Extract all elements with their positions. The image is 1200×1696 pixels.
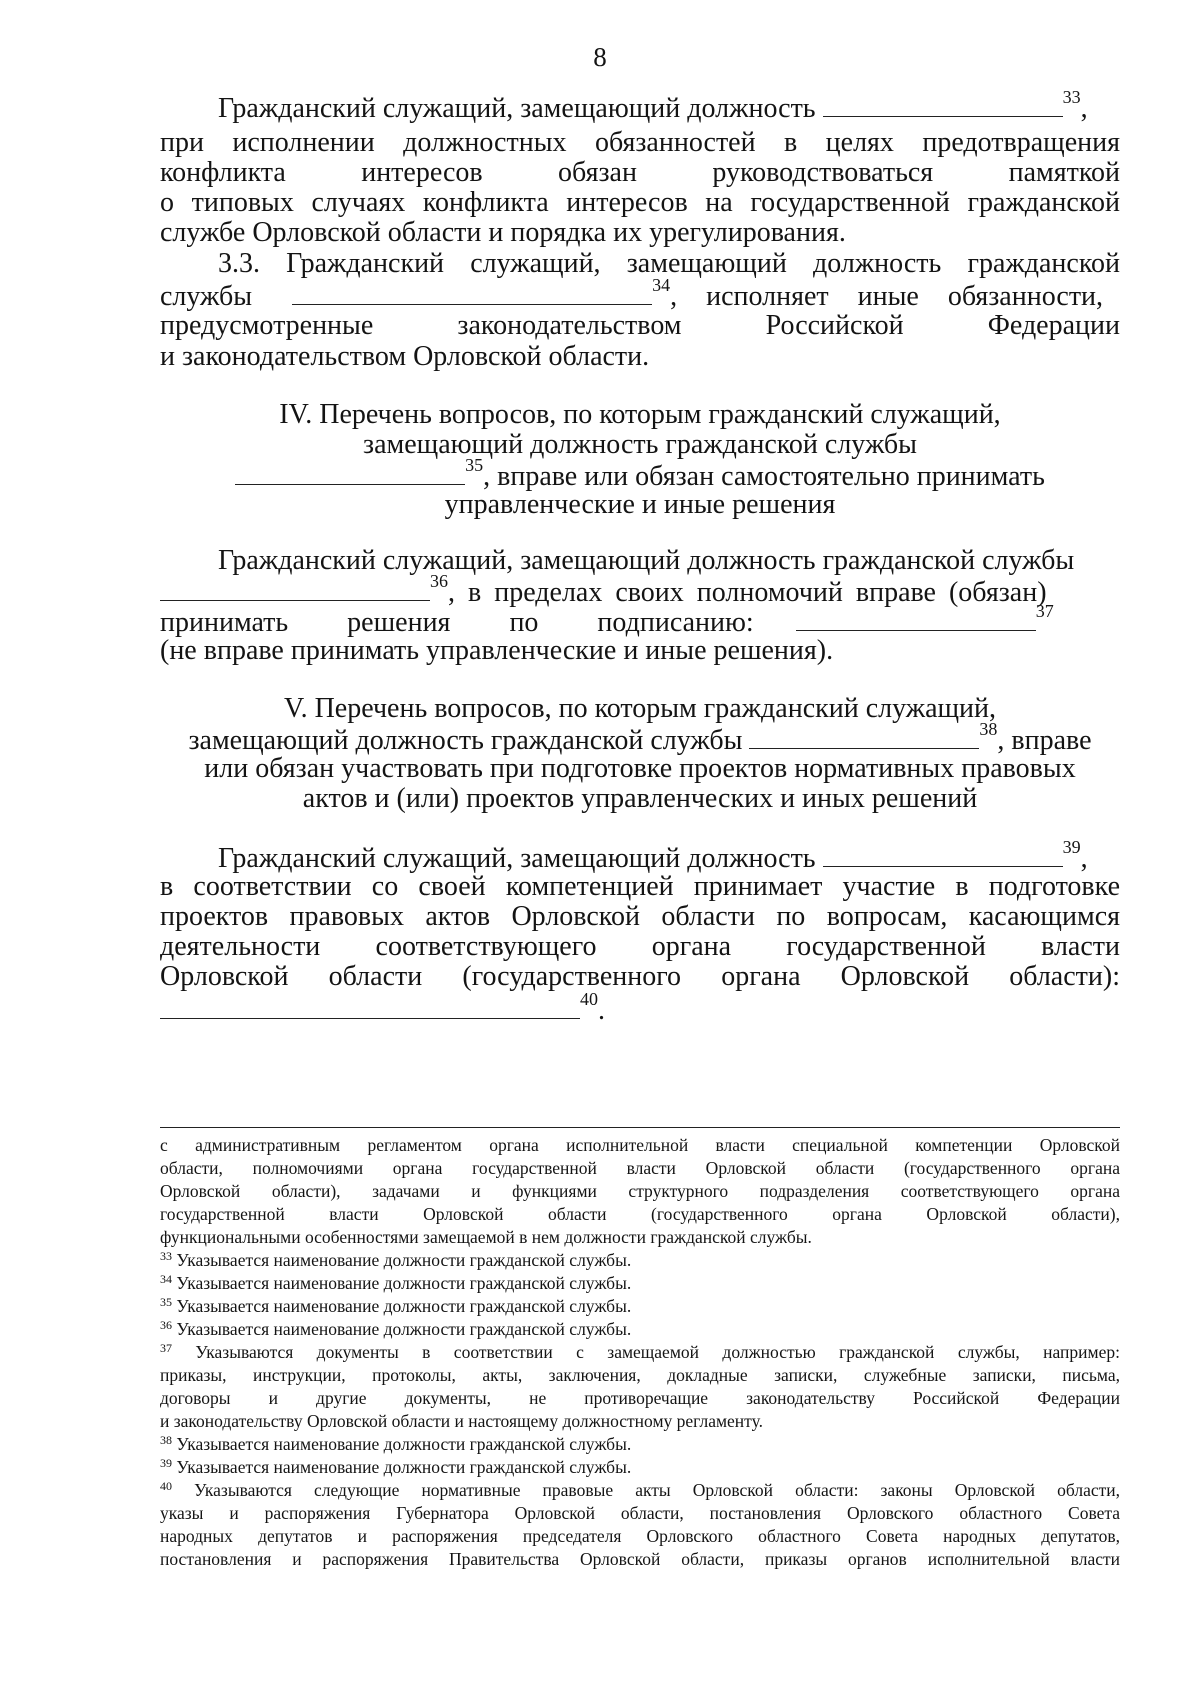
paragraph-line: принимать решения по подписанию: $^{37}$ [160, 601, 1054, 638]
paragraph-line: в соответствии со своей компетенцией принимает участие в подготовке [160, 871, 1120, 902]
paragraph-line: предусмотренные законодательством Российской Федерации [160, 310, 1120, 341]
section-heading: замещающий должность гражданской службы $^{38}$, вправе [188, 719, 1092, 756]
fill-blank [160, 992, 580, 1019]
fill-blank [235, 458, 465, 485]
paragraph-line: Орловской области (государственного органа Орловской области): [160, 961, 1120, 992]
section-heading: управленческие и иные решения [444, 489, 836, 520]
paragraph-line: $^{36}$, в пределах своих полномочий вправе (обязан) [160, 574, 1120, 610]
paragraph-line: Гражданский служащий, замещающий должность $^{39}$, [218, 837, 1088, 874]
paragraph-line: и законодательством Орловской области. [160, 341, 650, 372]
footnote-line: государственной власти Орловской области (государственного органа Орловской области), [160, 1204, 1120, 1224]
footnote-39: $^{39}$ Указывается наименование должности гражданской службы. [160, 1456, 632, 1477]
footnote-33: $^{33}$ Указывается наименование должности гражданской службы. [160, 1249, 632, 1270]
footnote-separator [160, 1127, 1120, 1128]
paragraph-line: Гражданский служащий, замещающий должность $^{33}$, [218, 87, 1088, 124]
paragraph-line: службы $^{34}$, исполняет иные обязанности, [160, 275, 1104, 312]
section-heading: актов и (или) проектов управленческих и иных решений [302, 783, 978, 814]
paragraph-line: при исполнении должностных обязанностей в целях предотвращения [160, 127, 1120, 158]
footnote-line: договоры и другие документы, не противоречащие законодательству Российской Федерации [160, 1388, 1120, 1408]
footnote-35: $^{35}$ Указывается наименование должности гражданской службы. [160, 1295, 632, 1316]
section-heading: или обязан участвовать при подготовке проектов нормативных правовых [204, 753, 1076, 784]
footnote-line: области, полномочиями органа государственной власти Орловской области (государственного органа [160, 1158, 1120, 1178]
fill-blank [823, 840, 1063, 867]
footnote-line: Орловской области), задачами и функциями структурного подразделения соответствующего органа [160, 1181, 1120, 1201]
footnote-line: и законодательству Орловской области и настоящему должностному регламенту. [160, 1411, 763, 1431]
page-number: 8 [593, 42, 607, 72]
paragraph-line: проектов правовых актов Орловской области по вопросам, касающимся [160, 901, 1120, 932]
footnote-37: $^{37}$ Указываются документы в соответствии с замещаемой должностью гражданской службы, например: [160, 1341, 1120, 1362]
paragraph-line: Гражданский служащий, замещающий должность гражданской службы [218, 545, 1075, 576]
paragraph-line: о типовых случаях конфликта интересов на государственной гражданской [160, 187, 1120, 218]
footnote-40: $^{40}$ Указываются следующие нормативные правовые акты Орловской области: законы Орловской области, [160, 1479, 1120, 1500]
fill-blank [160, 574, 430, 601]
paragraph-line: 3.3. Гражданский служащий, замещающий должность гражданской [218, 248, 1120, 279]
footnote-line: приказы, инструкции, протоколы, акты, заключения, докладные записки, служебные записки, письма, [160, 1365, 1120, 1385]
section-heading: IV. Перечень вопросов, по которым гражданский служащий, [279, 399, 1001, 430]
footnote-line: указы и распоряжения Губернатора Орловской области, постановления Орловского областного Совета [160, 1503, 1120, 1523]
fill-blank [749, 722, 979, 749]
section-heading: замещающий должность гражданской службы [363, 429, 917, 460]
footnote-38: $^{38}$ Указывается наименование должности гражданской службы. [160, 1433, 632, 1454]
section-heading: $^{35}$, вправе или обязан самостоятельно принимать [160, 458, 1120, 494]
footnote-36: $^{36}$ Указывается наименование должности гражданской службы. [160, 1318, 632, 1339]
fill-blank [292, 278, 652, 305]
footnote-line: с административным регламентом органа исполнительной власти специальной компетенции Орловской [160, 1135, 1120, 1155]
footnote-line: постановления и распоряжения Правительства Орловской области, приказы органов исполнительной власти [160, 1549, 1120, 1569]
fill-blank [796, 604, 1036, 631]
footnote-line: функциональными особенностями замещаемой в нем должности гражданской службы. [160, 1227, 812, 1247]
paragraph-line: деятельности соответствующего органа государственной власти [160, 931, 1120, 962]
paragraph-line: $^{40}$. [160, 992, 1120, 1028]
paragraph-line: конфликта интересов обязан руководствоваться памяткой [160, 157, 1120, 188]
paragraph-line: службе Орловской области и порядка их урегулирования. [160, 217, 846, 248]
section-heading: V. Перечень вопросов, по которым гражданский служащий, [283, 693, 997, 724]
footnote-line: народных депутатов и распоряжения председателя Орловского областного Совета народных депутатов, [160, 1526, 1120, 1546]
fill-blank [823, 90, 1063, 117]
footnote-34: $^{34}$ Указывается наименование должности гражданской службы. [160, 1272, 632, 1293]
paragraph-line: (не вправе принимать управленческие и иные решения). [160, 635, 834, 666]
